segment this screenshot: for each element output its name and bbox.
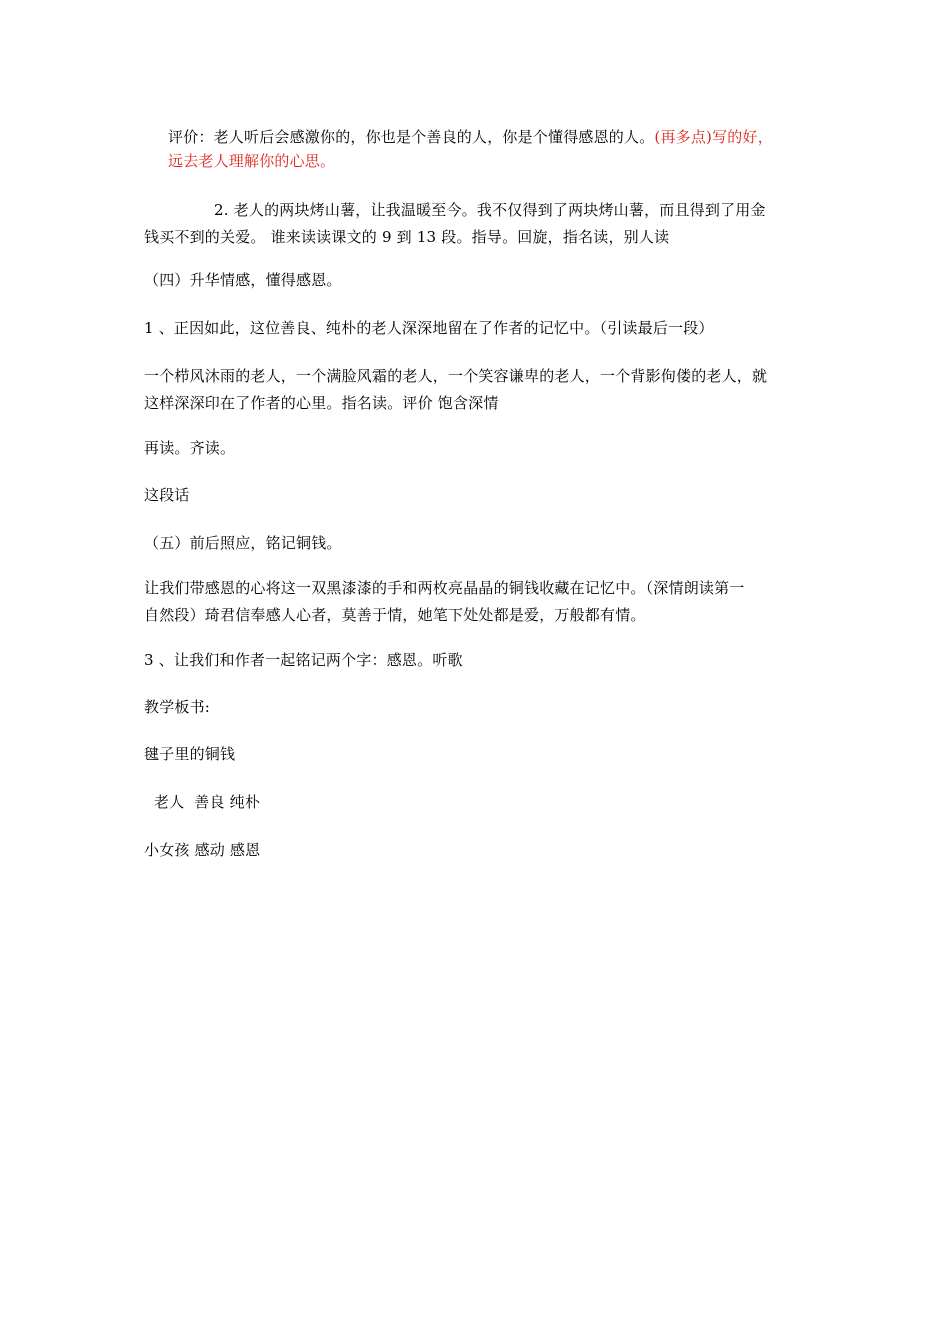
evaluation-highlight-line2: 远去老人理解你的心思。 [168, 152, 336, 170]
this-paragraph-line: 这段话 [144, 486, 190, 504]
item-3-paragraph: 3 、让我们和作者一起铭记两个字：感恩。听歌 [144, 651, 463, 669]
board-line-3: 小女孩 感动 感恩 [144, 841, 261, 859]
gratitude-paragraph-line1: 让我们带感恩的心将这一双黑漆漆的手和两枚亮晶晶的铜钱收藏在记忆中。（深情朗读第一 [144, 579, 745, 597]
gratitude-paragraph-line2: 自然段）琦君信奉感人心者，莫善于情，她笔下处处都是爱，万般都有情。 [144, 606, 646, 624]
point-2-line1: 2. 老人的两块烤山薯，让我温暖至今。我不仅得到了两块烤山薯，而且得到了用金 [214, 201, 766, 219]
evaluation-text: 评价：老人听后会感激你的，你也是个善良的人，你是个懂得感恩的人。 [168, 128, 655, 146]
section-5-heading: （五）前后照应，铭记铜钱。 [144, 534, 342, 552]
board-title: 教学板书: [144, 698, 211, 716]
old-man-paragraph-line2: 这样深深印在了作者的心里。指名读。评价 饱含深情 [144, 394, 499, 412]
item-1-paragraph: 1 、正因如此，这位善良、纯朴的老人深深地留在了作者的记忆中。（引读最后一段） [144, 319, 714, 337]
section-4-heading: （四）升华情感，懂得感恩。 [144, 271, 342, 289]
evaluation-paragraph [168, 125, 818, 173]
point-2-line2: 钱买不到的关爱。 谁来读读课文的 9 到 13 段。指导。回旋，指名读，别人读 [144, 228, 670, 246]
evaluation-highlight: (再多点)写的好， [654, 128, 773, 146]
board-line-1: 毽子里的铜钱 [144, 745, 236, 763]
board-line-2: 老人 善良 纯朴 [144, 793, 261, 811]
reread-paragraph: 再读。齐读。 [144, 439, 236, 457]
old-man-paragraph-line1: 一个栉风沐雨的老人，一个满脸风霜的老人，一个笑容谦卑的老人，一个背影佝偻的老人，就 [144, 367, 768, 385]
